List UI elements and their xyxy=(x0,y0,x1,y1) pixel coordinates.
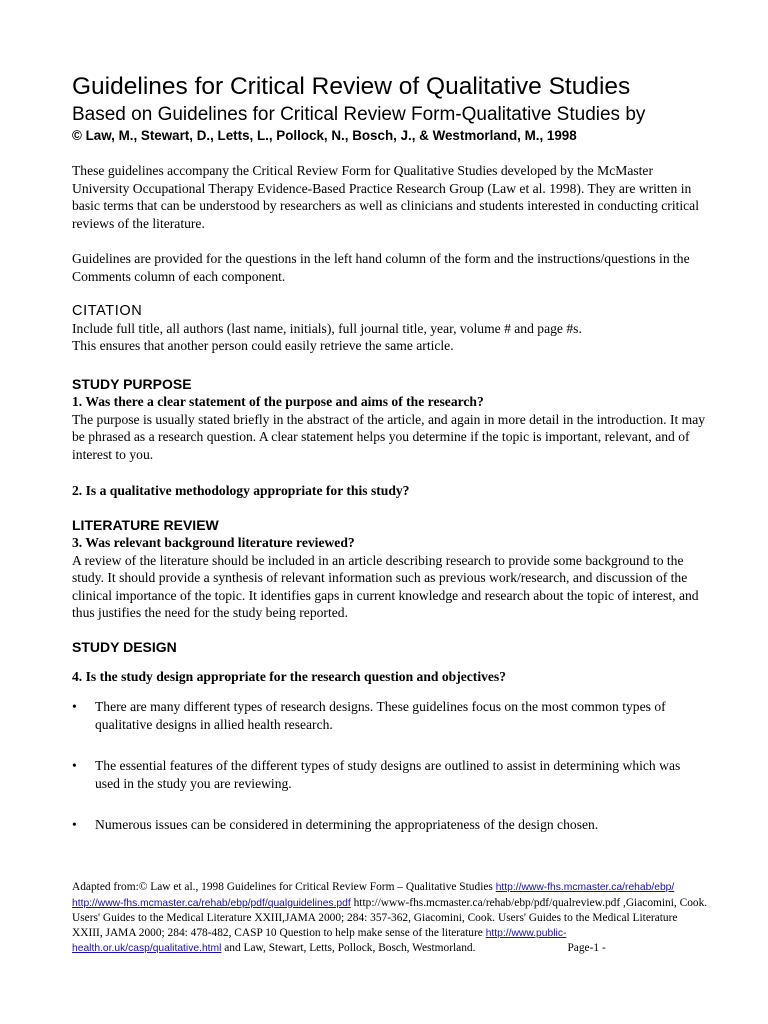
study-purpose-text: The purpose is usually stated briefly in the abstract of the article, and again in more detail in the introduction. It may be phrased as a research question. A clear statement helps you determine if the topic is important, relevant, and of interest to you. xyxy=(72,411,706,462)
footer-link-qualguidelines[interactable]: http://www-fhs.mcmaster.ca/rehab/ebp/pdf/qualguidelines.pdf xyxy=(72,897,351,909)
intro-paragraph-1: These guidelines accompany the Critical Review Form for Qualitative Studies developed by the McMaster University Occupational Therapy Evidence-Based Practice Research Group (Law et al. 1998). They are written in basic terms that can be understood by researchers as well as clinicians and students interested in conducting critical reviews of the literature. xyxy=(72,163,699,231)
question-3: 3. Was relevant background literature reviewed? xyxy=(72,534,355,550)
footer-text-2: http://www-fhs.mcmaster.ca/rehab/ebp/pdf/qualreview.pdf ,Giacomini, Cook. Users' Guides to the Medical Literature XXIII,JAMA 2000; 284: 357-362, Giacomini, Cook. Users' Guides to the Medical Literature XXIII, JAMA 2000; 284: 478-482, CASP 10 Question to help make sense of the literature xyxy=(72,896,708,939)
literature-review-text: A review of the literature should be included in an article describing research to provide some background to the study. It should provide a synthesis of relevant information such as previous work/research, and discussion of the clinical importance of the topic. It identifies gaps in current knowledge and research about the topic of interest, and thus justifies the need for the study being reported. xyxy=(72,552,699,621)
study-design-heading: STUDY DESIGN xyxy=(72,638,177,655)
study-design-bullets xyxy=(72,698,708,834)
bullet-text: The essential features of the different types of study designs are outlined to assist in determining which was used in the study you are reviewing. xyxy=(95,758,681,791)
bullet-text: Numerous issues can be considered in determining the appropriateness of the design chosen. xyxy=(95,817,599,833)
list-item xyxy=(72,757,708,792)
bullet-icon: • xyxy=(72,817,77,833)
authors-line: © Law, M., Stewart, D., Letts, L., Pollock, N., Bosch, J., & Westmorland, M., 1998 xyxy=(72,128,577,143)
literature-review-heading: LITERATURE REVIEW xyxy=(72,516,219,533)
citation-line-2: This ensures that another person could easily retrieve the same article. xyxy=(72,338,454,354)
footer-link-casp[interactable]: http://www.public-health.or.uk/casp/qualitative.html xyxy=(72,927,567,955)
intro-paragraph-2: Guidelines are provided for the questions in the left hand column of the form and the instructions/questions in the Comments column of each component. xyxy=(72,251,690,284)
footer-link-ebp[interactable]: http://www-fhs.mcmaster.ca/rehab/ebp/ xyxy=(495,882,675,893)
footer-text-3: and Law, Stewart, Letts, Pollock, Bosch, Westmorland. xyxy=(221,942,476,955)
question-4: 4. Is the study design appropriate for the research question and objectives? xyxy=(72,668,507,684)
page-footer xyxy=(72,880,708,957)
bullet-icon: • xyxy=(72,758,77,774)
question-2: 2. Is a qualitative methodology appropriate for this study? xyxy=(72,482,410,498)
document-title: Guidelines for Critical Review of Qualitative Studies xyxy=(72,73,631,100)
study-purpose-heading: STUDY PURPOSE xyxy=(72,375,192,392)
document-subtitle: Based on Guidelines for Critical Review Form-Qualitative Studies by xyxy=(72,104,646,125)
page-number: Page-1 - xyxy=(567,942,606,955)
bullet-icon: • xyxy=(72,698,77,714)
footer-text-1: Adapted from:© Law et al., 1998 Guidelines for Critical Review Form – Qualitative Studies xyxy=(72,881,496,893)
citation-line-1: Include full title, all authors (last name, initials), full journal title, year, volume # and page #s. xyxy=(72,320,582,336)
list-item xyxy=(72,698,708,733)
list-item xyxy=(72,816,708,834)
citation-heading: CITATION xyxy=(72,302,143,319)
document-page xyxy=(72,70,708,834)
bullet-text: There are many different types of research designs. These guidelines focus on the most common types of qualitative designs in allied health research. xyxy=(95,698,666,732)
question-1: 1. Was there a clear statement of the purpose and aims of the research? xyxy=(72,393,484,409)
